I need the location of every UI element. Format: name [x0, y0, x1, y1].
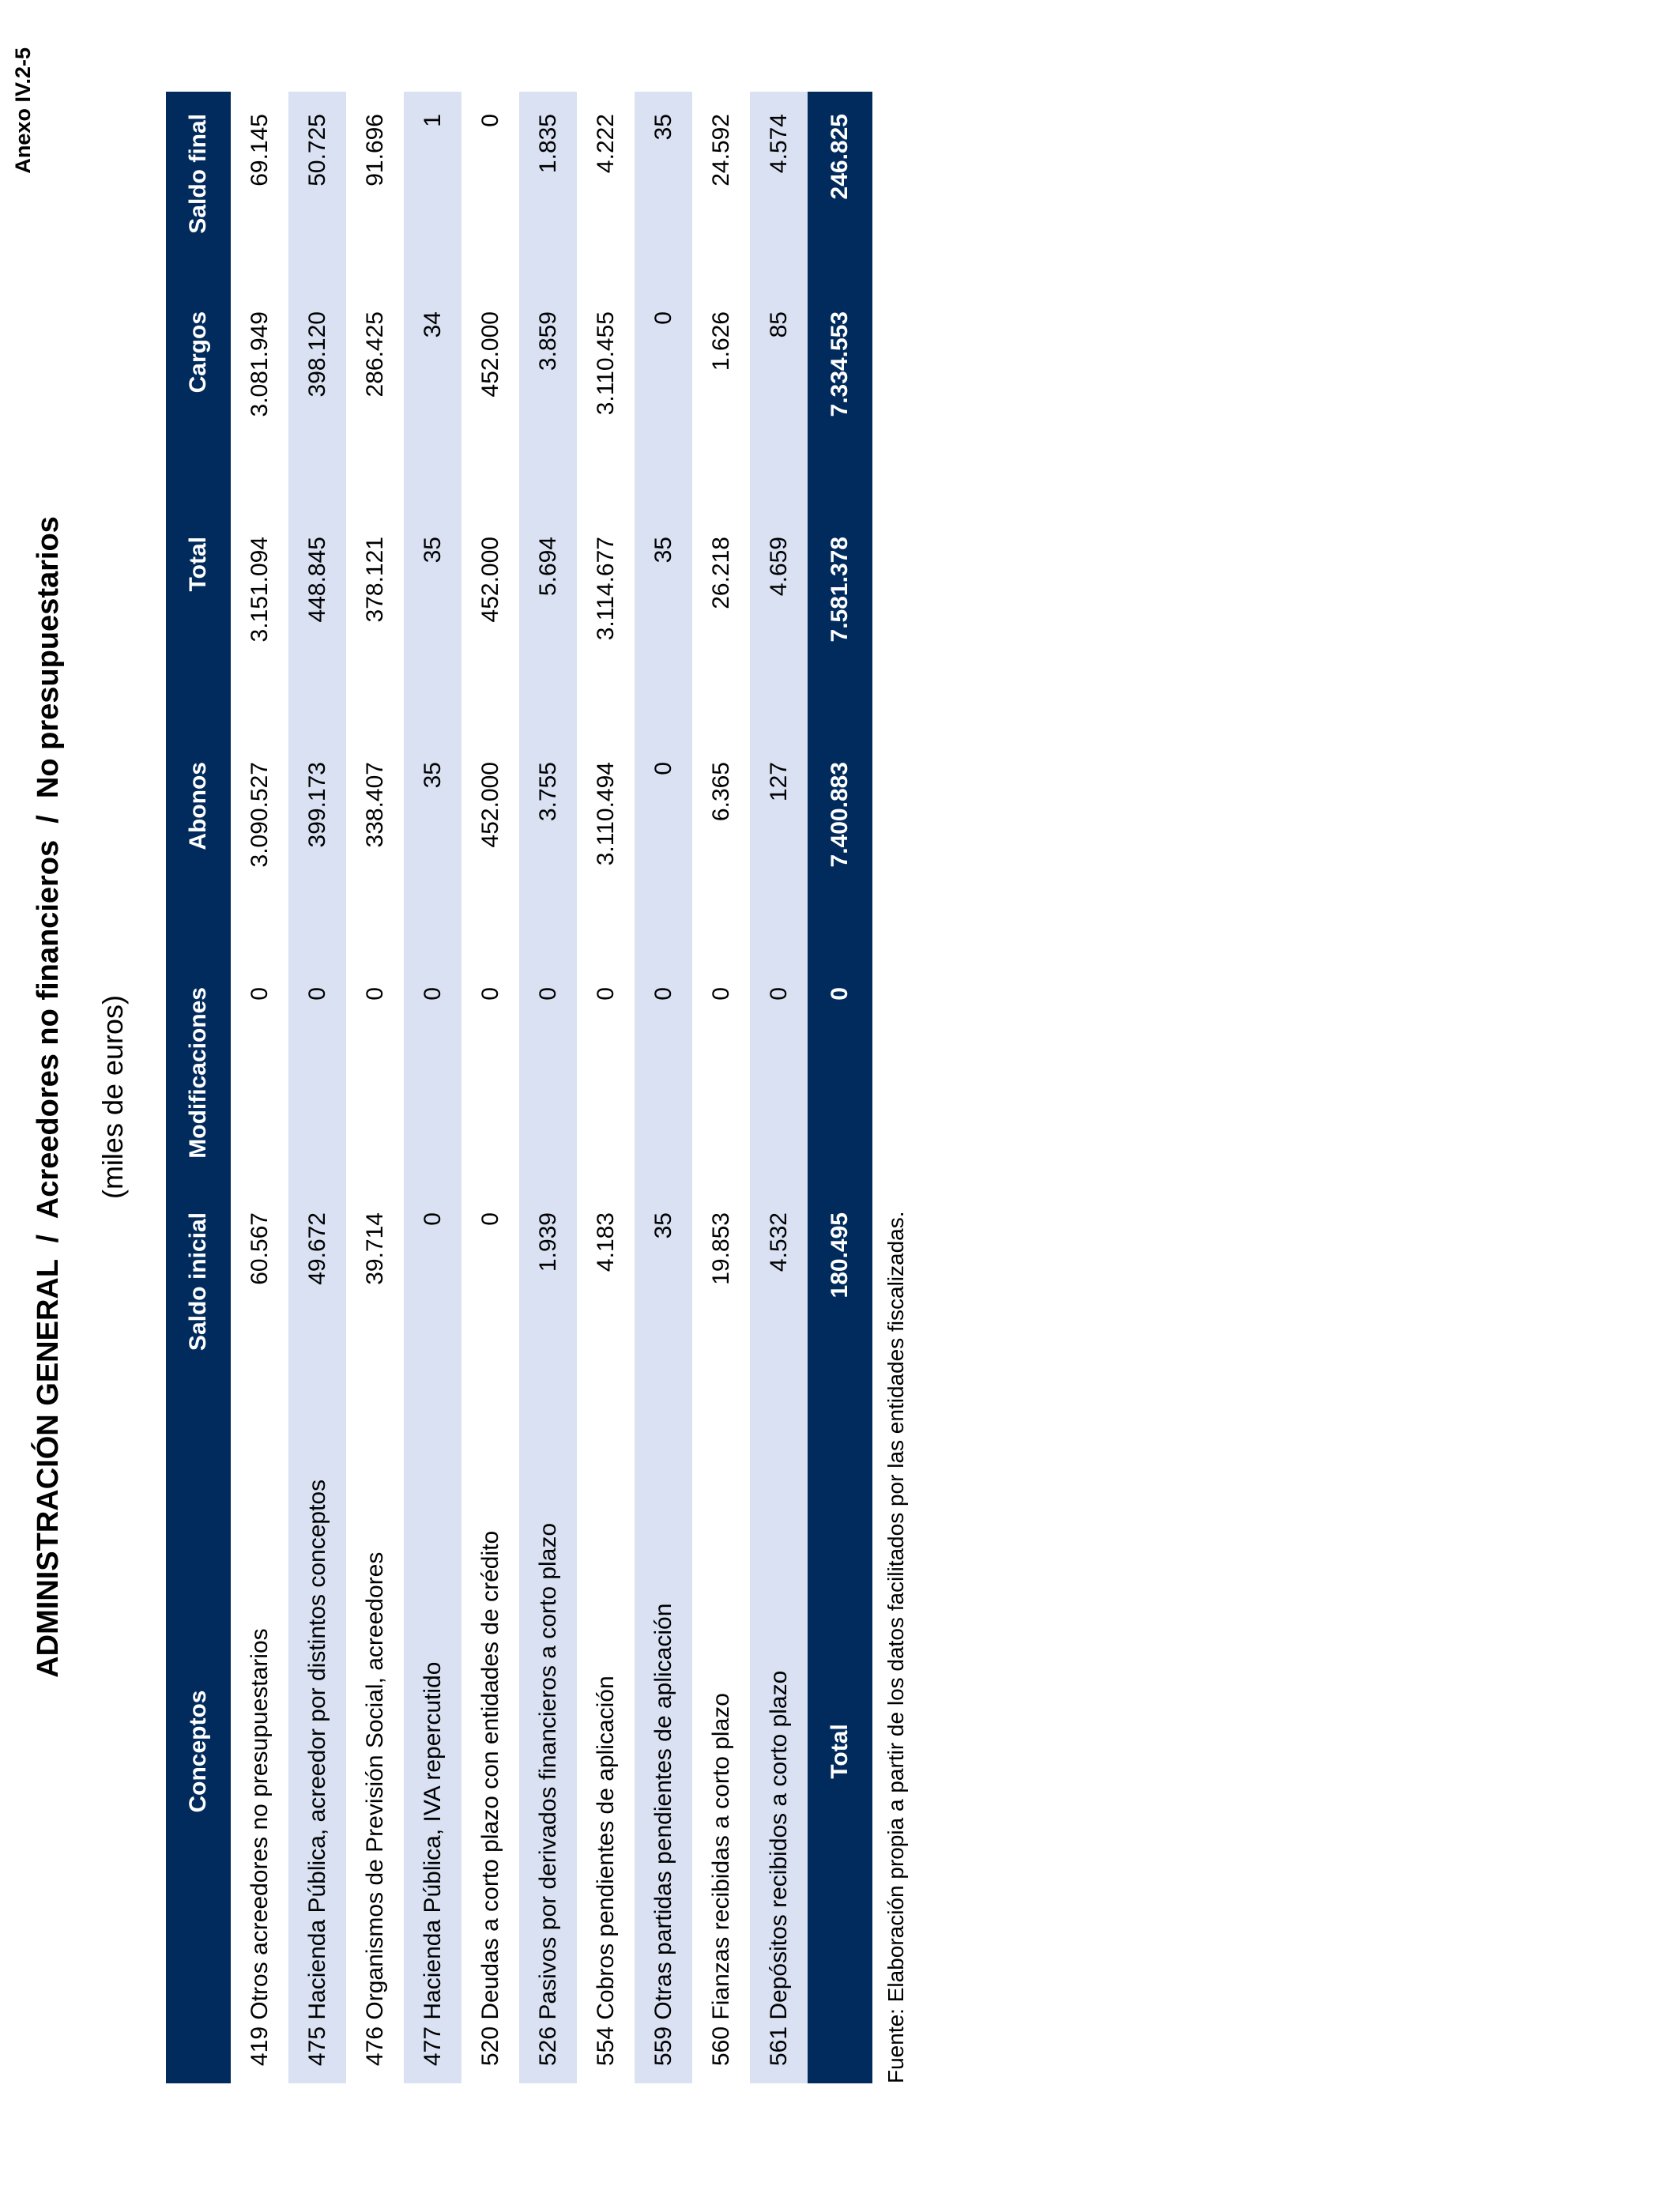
cell-saldo-inicial: 4.183: [592, 1212, 619, 1272]
cell-modificaciones: 0: [750, 965, 808, 1190]
cell-abonos: 6.365: [707, 762, 734, 822]
total-saldo-final: 246.825: [808, 92, 872, 289]
cell-cargos: 398.120: [288, 289, 346, 515]
cell-modificaciones: 0: [404, 965, 461, 1190]
table-row: [346, 92, 404, 2083]
cell-modificaciones: 0: [592, 987, 619, 1001]
total-saldo-inicial: 180.495: [808, 1190, 872, 1419]
cell-cargos: 3.859: [519, 289, 577, 515]
cell-saldo-inicial: 60.567: [246, 1212, 273, 1285]
cell-concepto: 560 Fianzas recibidas a corto plazo: [707, 1693, 734, 2066]
header-cargos: Cargos: [166, 289, 231, 515]
annex-label: Anexo IV.2-5: [11, 47, 35, 174]
cell-total: 378.121: [361, 537, 388, 623]
header-saldo-final: Saldo final: [166, 92, 231, 289]
cell-concepto: 554 Cobros pendientes de aplicación: [592, 1676, 619, 2066]
cell-saldo-final: 35: [635, 92, 692, 289]
cell-modificaciones: 0: [246, 987, 273, 1001]
cell-modificaciones: 0: [477, 987, 503, 1001]
cell-total: 3.151.094: [246, 537, 273, 643]
table-row: [635, 92, 692, 2083]
cell-total: 452.000: [477, 537, 503, 623]
table-row: [692, 92, 750, 2083]
cell-cargos: 1.626: [707, 311, 734, 371]
cell-total: 4.659: [750, 515, 808, 740]
cell-abonos: 399.173: [288, 740, 346, 965]
cell-concepto: 561 Depósitos recibidos a corto plazo: [750, 1419, 808, 2083]
total-label: Total: [808, 1419, 872, 2083]
total-modificaciones: 0: [808, 965, 872, 1190]
cell-saldo-final: 0: [477, 114, 503, 127]
cell-abonos: 3.090.527: [246, 762, 273, 868]
cell-abonos: 127: [750, 740, 808, 965]
cell-total: 26.218: [707, 537, 734, 609]
units-subtitle: (miles de euros): [96, 994, 129, 1200]
header-modificaciones: Modificaciones: [166, 965, 231, 1190]
page-title: ADMINISTRACIÓN GENERAL / Acreedores no financieros / No presupuestarios: [32, 516, 65, 1678]
header-saldo-inicial: Saldo inicial: [166, 1190, 231, 1419]
cell-abonos: 0: [635, 740, 692, 965]
cell-concepto: 476 Organismos de Previsión Social, acreedores: [361, 1551, 388, 2066]
cell-saldo-final: 91.696: [361, 114, 388, 187]
cell-concepto: 520 Deudas a corto plazo con entidades de crédito: [477, 1530, 503, 2066]
total-row: [808, 92, 872, 2083]
cell-saldo-final: 4.574: [750, 92, 808, 289]
cell-saldo-final: 69.145: [246, 114, 273, 187]
cell-saldo-final: 4.222: [592, 114, 619, 174]
header-total: Total: [166, 515, 231, 740]
cell-total: 35: [404, 515, 461, 740]
cell-cargos: 286.425: [361, 311, 388, 398]
cell-saldo-final: 24.592: [707, 114, 734, 187]
total-cargos: 7.334.553: [808, 289, 872, 515]
table-row: [461, 92, 519, 2083]
cell-total: 35: [635, 515, 692, 740]
cell-abonos: 452.000: [477, 762, 503, 848]
table-header-row: [166, 92, 231, 2083]
cell-total: 448.845: [288, 515, 346, 740]
table-row: [577, 92, 635, 2083]
cell-modificaciones: 0: [519, 965, 577, 1190]
header-conceptos: Conceptos: [166, 1419, 231, 2083]
cell-concepto: 477 Hacienda Pública, IVA repercutido: [404, 1419, 461, 2083]
cell-saldo-final: 1: [404, 92, 461, 289]
cell-total: 5.694: [519, 515, 577, 740]
cell-concepto: 475 Hacienda Pública, acreedor por distintos conceptos: [288, 1419, 346, 2083]
cell-saldo-inicial: 35: [635, 1190, 692, 1419]
cell-abonos: 35: [404, 740, 461, 965]
cell-concepto: 419 Otros acreedores no presupuestarios: [246, 1628, 273, 2066]
cell-modificaciones: 0: [361, 987, 388, 1001]
source-note: Fuente: Elaboración propia a partir de los datos facilitados por las entidades fiscalizadas.: [883, 1211, 908, 2083]
cell-abonos: 338.407: [361, 762, 388, 848]
cell-saldo-inicial: 1.939: [519, 1190, 577, 1419]
cell-saldo-inicial: 19.853: [707, 1212, 734, 1285]
total-abonos: 7.400.883: [808, 740, 872, 965]
cell-concepto: 526 Pasivos por derivados financieros a corto plazo: [519, 1419, 577, 2083]
cell-saldo-inicial: 0: [477, 1212, 503, 1226]
cell-saldo-inicial: 39.714: [361, 1212, 388, 1285]
table-row: [519, 92, 577, 2083]
cell-cargos: 85: [750, 289, 808, 515]
cell-modificaciones: 0: [635, 965, 692, 1190]
header-abonos: Abonos: [166, 740, 231, 965]
table-row: [404, 92, 461, 2083]
cell-abonos: 3.110.494: [592, 762, 619, 866]
cell-saldo-inicial: 4.532: [750, 1190, 808, 1419]
table-row: [750, 92, 808, 2083]
cell-total: 3.114.677: [592, 537, 619, 641]
cell-cargos: 0: [635, 289, 692, 515]
cell-cargos: 452.000: [477, 311, 503, 398]
cell-cargos: 3.081.949: [246, 311, 273, 417]
cell-saldo-final: 50.725: [288, 92, 346, 289]
table-row: [288, 92, 346, 2083]
cell-abonos: 3.755: [519, 740, 577, 965]
creditors-table: [166, 92, 872, 2083]
cell-modificaciones: 0: [707, 987, 734, 1001]
cell-cargos: 3.110.455: [592, 311, 619, 416]
cell-saldo-final: 1.835: [519, 92, 577, 289]
cell-cargos: 34: [404, 289, 461, 515]
cell-saldo-inicial: 49.672: [288, 1190, 346, 1419]
cell-concepto: 559 Otras partidas pendientes de aplicación: [635, 1419, 692, 2083]
cell-modificaciones: 0: [288, 965, 346, 1190]
table-row: [231, 92, 288, 2083]
cell-saldo-inicial: 0: [404, 1190, 461, 1419]
total-total: 7.581.378: [808, 515, 872, 740]
